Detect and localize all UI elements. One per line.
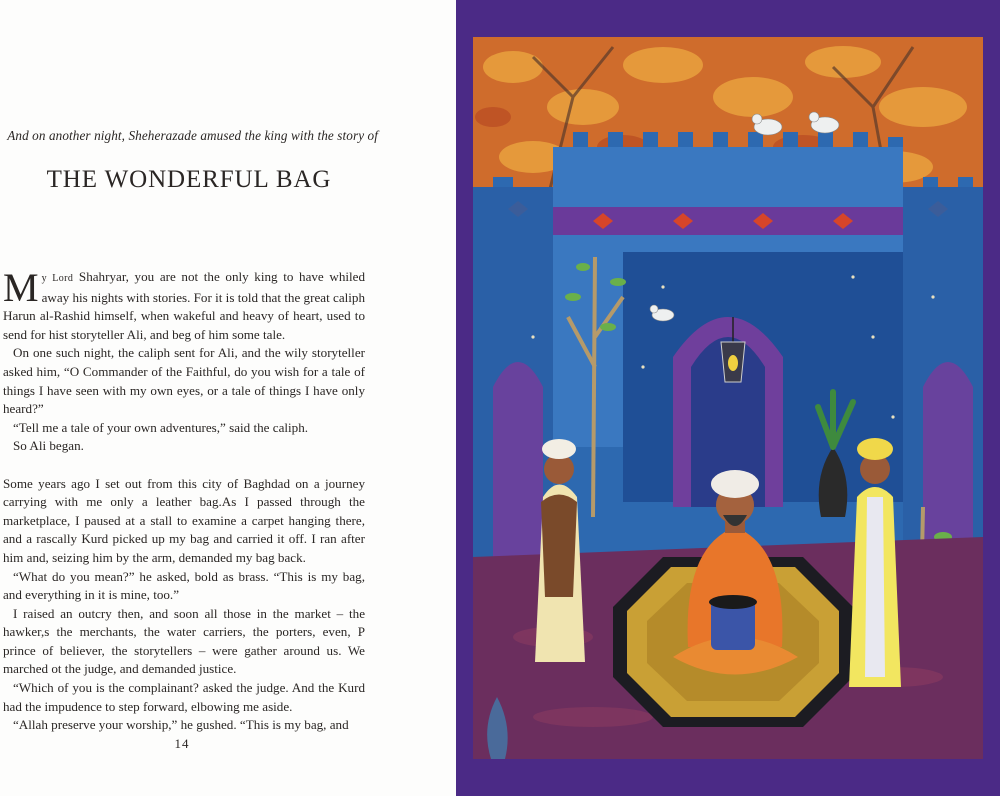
- paragraph: “Allah preserve your worship,” he gushed. “This is my bag, and: [13, 717, 349, 733]
- story-intro: And on another night, Sheherazade amused the king with the story of: [7, 128, 378, 143]
- page-number: 14: [174, 736, 190, 751]
- paragraph: “Tell me a tale of your own adventures,” said the caliph.: [13, 419, 309, 435]
- drop-cap: M: [3, 265, 39, 310]
- paragraph: I raised an outcry then, and soon all those in the market – the hawker,s the merchants, the water carriers, the porters, even, P prince of believer, the storytellers – were gather around us. We marched ot the judge, and demanded justice.: [3, 605, 365, 677]
- story-title: THE WONDERFUL BAG: [46, 166, 332, 193]
- right-page-border: [456, 0, 1000, 796]
- paragraph: “What do you mean?” he asked, bold as brass. “This is my bag, and everything in it is mine, too.”: [3, 568, 365, 603]
- paragraph-opening: [3, 265, 366, 344]
- paragraph: “Which of you is the complainant? asked the judge. And the Kurd had the impudence to step forward, elbowing me aside.: [3, 680, 365, 714]
- story-body: [3, 265, 366, 735]
- small-caps-text: y Lord: [41, 273, 74, 284]
- illustration: [473, 37, 983, 759]
- paragraph: Some years ago I set out from this city of Baghdad on a journey carrying with me only a leather bag.As I passed through the marketplace, I paused at a stall to examine a carpet hanging there, and a rascally Kurd picked up my bag and carried it off. I ran after him and, seizing him by the arm, demanded my bag back.: [3, 475, 365, 565]
- illustration-painting: [473, 37, 983, 759]
- left-page: [0, 0, 456, 796]
- paragraph: So Ali began.: [13, 438, 84, 454]
- paragraph: On one such night, the caliph sent for Ali, and the wily storyteller asked him, “O Commander of the Faithful, do you wish for a tale of things I have seen with my own eyes, or a tale of things I have only heard?”: [3, 345, 365, 417]
- hanging-lantern: [721, 342, 745, 382]
- paragraph-text: Shahryar, you are not the only king to have whiled away his nights with stories. For it is told that the great caliph Harun al-Rashid himself, when wakeful and heavy of heart, used to send for hist storyteller Ali, and beg of him some tale.: [3, 269, 366, 342]
